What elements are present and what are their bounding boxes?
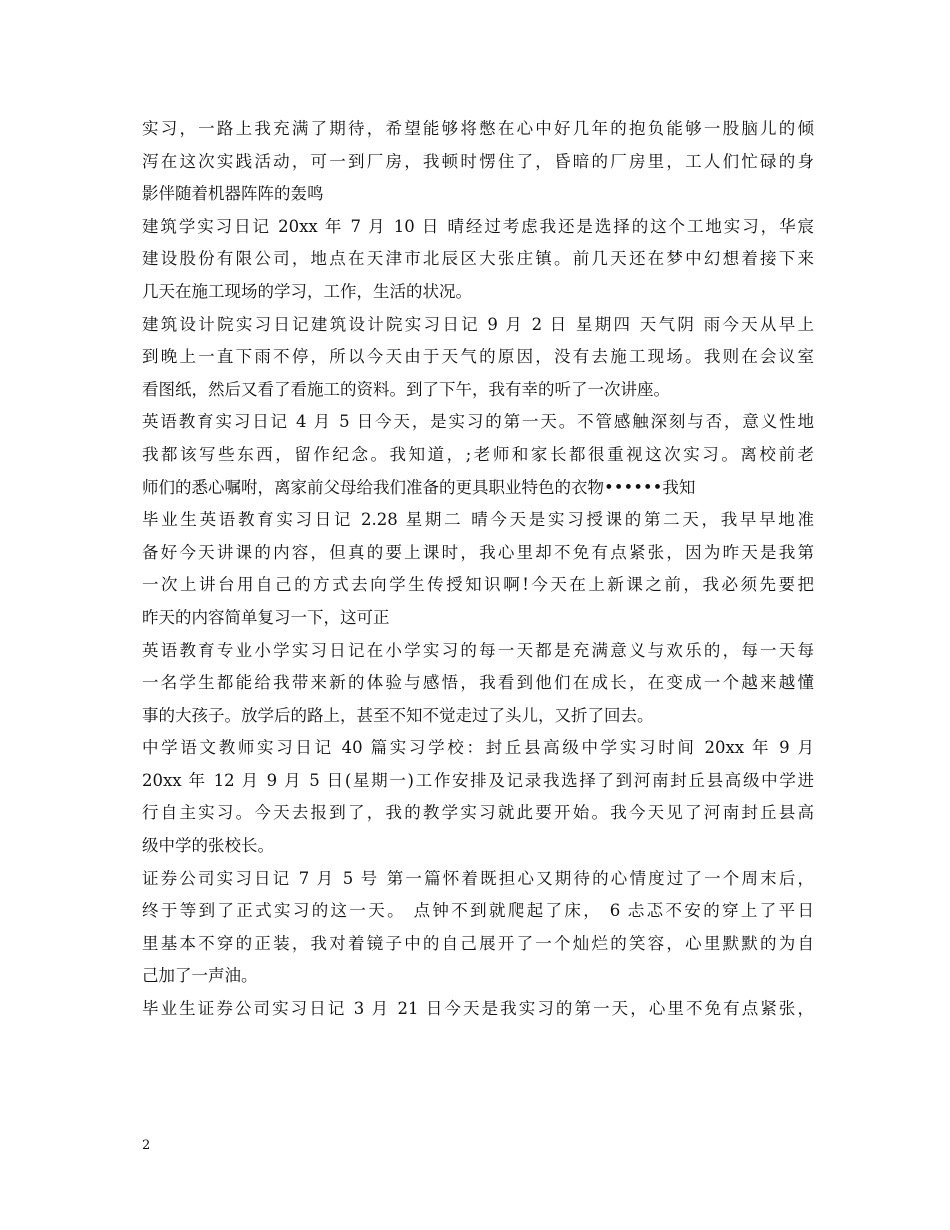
text-line: 英语教育专业小学实习日记在小学实习的每一天都是充满意义与欢乐的，每一天每 [142,640,814,660]
text-line: 一次上讲台用自己的方式去向学生传授知识啊!今天在上新课之前，我必须先要把 [142,575,814,595]
text-line: 建筑设计院实习日记建筑设计院实习日记 9 月 2 日 星期四 天气阴 雨今天从早上 [142,314,814,334]
document-body [142,113,814,1026]
text-line: 师们的悉心嘱咐，离家前父母给我们准备的更具职业特色的衣物••••••我知 [142,477,696,497]
text-line: 中学语文教师实习日记 40 篇实习学校：封丘县高级中学实习时间 20xx 年 9 月 [142,738,814,758]
text-line: 泻在这次实践活动，可一到厂房，我顿时愣住了，昏暗的厂房里，工人们忙碌的身 [142,151,814,171]
text-line: 建设股份有限公司，地点在天津市北辰区大张庄镇。前几天还在梦中幻想着接下来 [142,249,814,269]
text-line: 行自主实习。今天去报到了，我的教学实习就此要开始。我今天见了河南封丘县高 [142,803,814,823]
text-line: 毕业生证券公司实习日记 3 月 21 日今天是我实习的第一天，心里不免有点紧张， [142,999,814,1019]
page-number: 2 [142,1138,151,1153]
text-line: 里基本不穿的正装，我对着镜子中的自己展开了一个灿烂的笑容，心里默默的为自 [142,933,814,953]
text-line: 毕业生英语教育实习日记 2.28 星期二 晴今天是实习授课的第二天，我早早地准 [142,510,814,530]
text-line: 几天在施工现场的学习，工作，生活的状况。 [142,281,472,301]
text-line: 终于等到了正式实习的这一天。 点钟不到就爬起了床， 6 忐忑不安的穿上了平日 [142,901,814,921]
text-line: 己加了一声油。 [142,966,258,986]
text-line: 备好今天讲课的内容，但真的要上课时，我心里却不免有点紧张，因为昨天是我第 [142,542,814,562]
text-line: 英语教育实习日记 4 月 5 日今天，是实习的第一天。不管感触深刻与否，意义性地 [142,412,814,432]
text-line: 我都该写些东西，留作纪念。我知道，;老师和家长都很重视这次实习。离校前老 [142,444,814,464]
text-line: 昨天的内容简单复习一下，这可正 [142,607,390,627]
text-line: 20xx 年 12 月 9 月 5 日(星期一)工作安排及记录我选择了到河南封丘县高级中学进 [142,770,814,790]
text-line: 一名学生都能给我带来新的体验与感悟，我看到他们在成长，在变成一个越来越懂 [142,673,814,693]
text-line: 事的大孩子。放学后的路上，甚至不知不觉走过了头儿，又折了回去。 [142,705,654,725]
text-line: 看图纸，然后又看了看施工的资料。到了下午，我有幸的听了一次讲座。 [142,379,670,399]
text-line: 证券公司实习日记 7 月 5 号 第一篇怀着既担心又期待的心情度过了一个周末后， [142,868,814,888]
text-line: 影伴随着机器阵阵的轰鸣 [142,184,324,204]
text-line: 建筑学实习日记 20xx 年 7 月 10 日 晴经过考虑我还是选择的这个工地实习，华宸 [142,216,814,236]
text-line: 到晚上一直下雨不停，所以今天由于天气的原因，没有去施工现场。我则在会议室 [142,347,814,367]
text-line: 级中学的张校长。 [142,836,274,856]
text-line: 实习，一路上我充满了期待，希望能够将憋在心中好几年的抱负能够一股脑儿的倾 [142,119,814,138]
